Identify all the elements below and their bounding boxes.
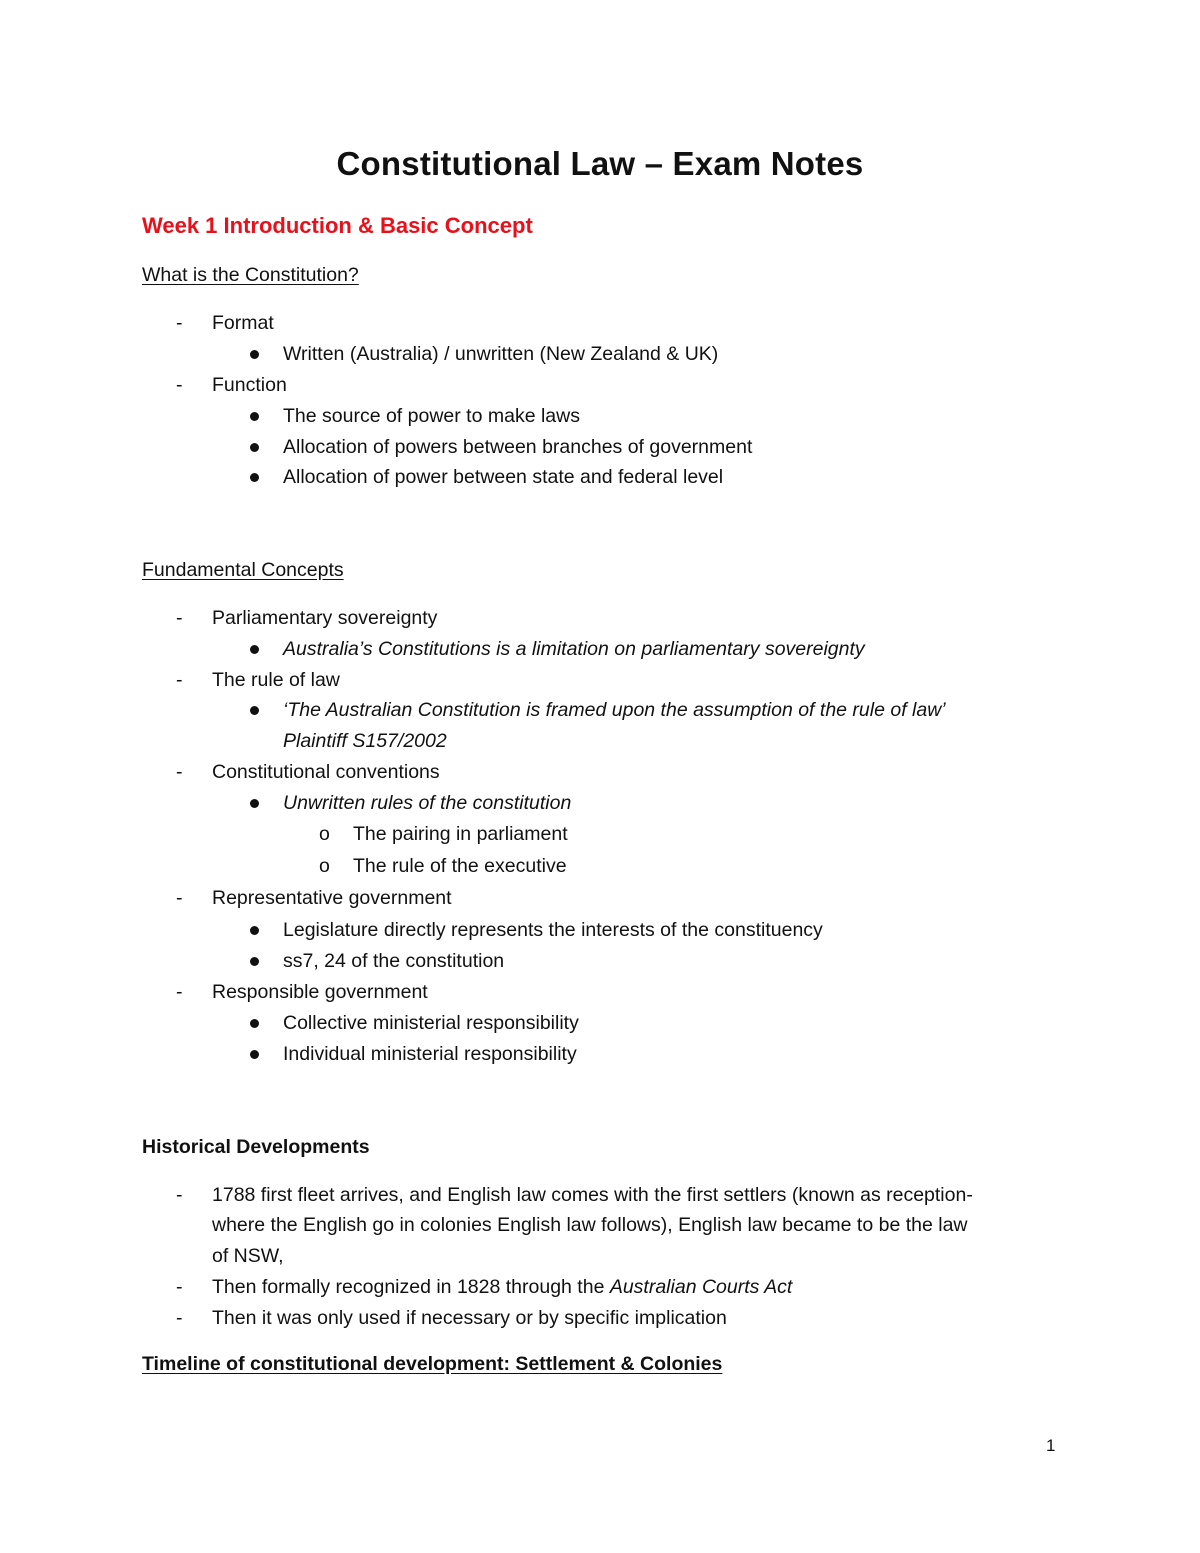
list-item: Written (Australia) / unwritten (New Zealand & UK) [283, 343, 719, 365]
list-item: ‘The Australian Constitution is framed upon the assumption of the rule of law’ [283, 699, 946, 721]
section-heading-what-is: What is the Constitution? [142, 264, 359, 286]
section-heading-fundamental: Fundamental Concepts [142, 559, 344, 581]
list-item-continuation: where the English go in colonies English law follows), English law became to be the law [212, 1214, 968, 1236]
list-item: 1788 first fleet arrives, and English law comes with the first settlers (known as reception- [212, 1184, 973, 1206]
bullet-icon [250, 1019, 259, 1028]
dash-marker: - [176, 761, 183, 783]
list-item-continuation: Plaintiff S157/2002 [283, 730, 447, 752]
act-name: Australian Courts Act [609, 1276, 793, 1298]
dash-marker: - [176, 374, 183, 396]
list-item: Allocation of power between state and federal level [283, 466, 724, 488]
list-item: Then it was only used if necessary or by specific implication [212, 1307, 727, 1329]
bullet-icon [250, 799, 259, 808]
list-item: Allocation of powers between branches of government [283, 436, 753, 458]
list-item-rule-of-law: The rule of law [212, 669, 340, 691]
list-item-function: Function [212, 374, 287, 396]
bullet-icon [250, 706, 259, 715]
circle-bullet-icon: o [319, 855, 330, 877]
list-item: Legislature directly represents the interests of the constituency [283, 919, 823, 941]
dash-marker: - [176, 981, 183, 1003]
dash-marker: - [176, 1276, 183, 1298]
list-item-continuation: of NSW, [212, 1245, 284, 1267]
bullet-icon [250, 957, 259, 966]
list-item-conventions: Constitutional conventions [212, 761, 440, 783]
list-item: Australia’s Constitutions is a limitation on parliamentary sovereignty [283, 638, 865, 660]
list-item: ss7, 24 of the constitution [283, 950, 505, 972]
dash-marker: - [176, 669, 183, 691]
bullet-icon [250, 473, 259, 482]
dash-marker: - [176, 1307, 183, 1329]
list-item-responsible-government: Responsible government [212, 981, 428, 1003]
bullet-icon [250, 350, 259, 359]
dash-marker: - [176, 1184, 183, 1206]
document-title: Constitutional Law – Exam Notes [336, 145, 864, 182]
list-item-format: Format [212, 312, 274, 334]
bullet-icon [250, 645, 259, 654]
list-item [212, 1275, 792, 1299]
list-item-representative-government: Representative government [212, 887, 452, 909]
bullet-icon [250, 412, 259, 421]
list-item: Unwritten rules of the constitution [283, 792, 572, 814]
section-heading-historical: Historical Developments [142, 1136, 370, 1158]
list-item: The rule of the executive [353, 855, 567, 877]
list-item: Collective ministerial responsibility [283, 1012, 579, 1034]
bullet-icon [250, 443, 259, 452]
list-item-parliamentary-sovereignty: Parliamentary sovereignty [212, 607, 438, 629]
section-heading-timeline: Timeline of constitutional development: Settlement & Colonies [142, 1353, 723, 1375]
circle-bullet-icon: o [319, 823, 330, 845]
dash-marker: - [176, 312, 183, 334]
dash-marker: - [176, 607, 183, 629]
dash-marker: - [176, 887, 183, 909]
bullet-icon [250, 926, 259, 935]
list-item: The source of power to make laws [283, 405, 580, 427]
page-number: 1 [1046, 1436, 1056, 1455]
list-item: Individual ministerial responsibility [283, 1043, 577, 1065]
list-item: The pairing in parliament [353, 823, 568, 845]
bullet-icon [250, 1050, 259, 1059]
list-item-text: Then formally recognized in 1828 through the [212, 1276, 610, 1298]
week-heading: Week 1 Introduction & Basic Concept [142, 213, 533, 238]
